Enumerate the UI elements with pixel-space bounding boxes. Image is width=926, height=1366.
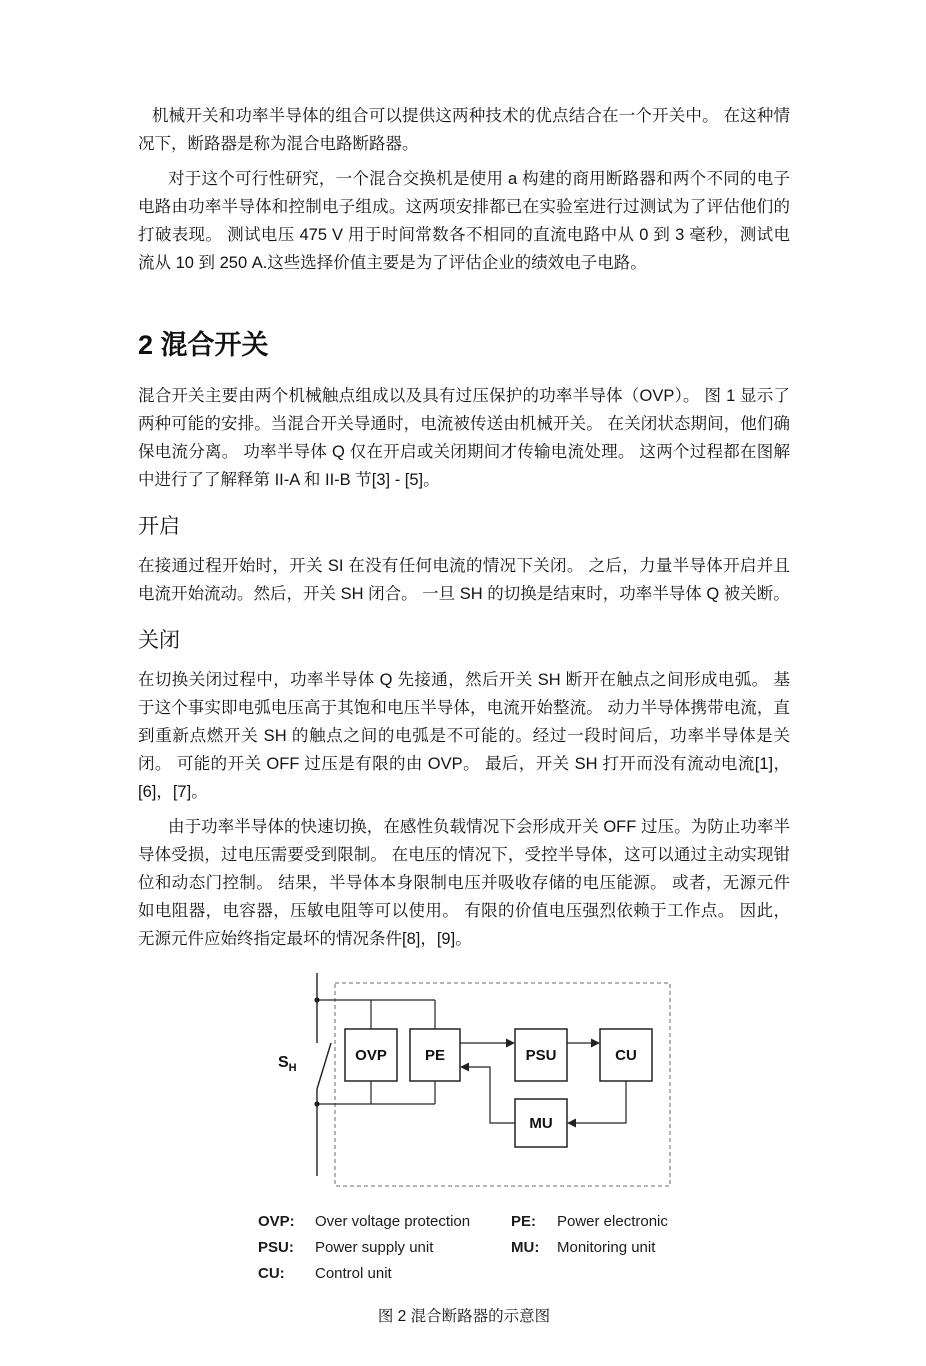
- svg-text:MU: MU: [529, 1115, 553, 1132]
- svg-text:OVP: OVP: [355, 1047, 387, 1064]
- paragraph-intro-1: 机械开关和功率半导体的组合可以提供这两种技术的优点结合在一个开关中。 在这种情况下，断路器是称为混合电路断路器。: [138, 107, 790, 153]
- cu-box: [600, 1029, 652, 1081]
- svg-text:PE: PE: [424, 1047, 446, 1064]
- pe-box: [410, 1029, 460, 1081]
- switch-label: $S_H$: [278, 1054, 297, 1074]
- svg-text:CU: CU: [615, 1047, 637, 1064]
- paragraph-hybrid-overview: 混合开关主要由两个机械触点组成以及具有过压保护的功率半导体（OVP）。 图 1 显示了两种可能的安排。当混合开关导通时，电流被传送由机械开关。 在关闭状态期间，他们确保电流分离。 功率半导体 Q 仅在开启或关闭期间才传输电流处理。 这两个过程都在图解中进行了了解释第 II-A 和 II-B 节[3] - [5]。: [138, 387, 790, 489]
- wire-cu-to-mu: [568, 1081, 626, 1123]
- legend-definition: Over voltage protection: [315, 1213, 471, 1230]
- legend-term: MU:: [511, 1239, 540, 1256]
- paragraph-overvoltage: 由于功率半导体的快速切换，在感性负载情况下会形成开关 OFF 过压。为防止功率半导体受损，过电压需要受到限制。 在电压的情况下，受控半导体，这可以通过主动实现钳位和动态门控制。 结果，半导体本身限制电压并吸收存储的电压能源。 或者，无源元件如电阻器，电容器，压敏电阻等可以使用。 有限的价值电压强烈依赖于工作点。 因此，无源元件应始终指定最坏的情况条件[8]，[9]。: [138, 818, 790, 948]
- paragraph-turn-off: 在切换关闭过程中，功率半导体 Q 先接通，然后开关 SH 断开在触点之间形成电弧。 基于这个事实即电弧电压高于其饱和电压半导体，电流开始整流。 动力半导体携带电流，直到重新点燃开关 SH 的触点之间的电弧是不可能的。经过一段时间后，功率半导体是关闭。 可能的开关 OFF 过压是有限的由 OVP。 最后，开关 SH 打开而没有流动电流[1]，[6]，[7]。: [138, 671, 790, 801]
- dashed-enclosure: [335, 983, 670, 1186]
- figure-legend: [258, 1213, 790, 1282]
- ovp-box: [345, 1029, 397, 1081]
- legend-definition: Monitoring unit: [557, 1239, 656, 1256]
- legend-definition: Control unit: [315, 1265, 392, 1282]
- wire-mu-to-pe: [461, 1067, 515, 1123]
- legend-term: PSU:: [258, 1239, 294, 1256]
- svg-text:PSU: PSU: [525, 1047, 557, 1064]
- paragraph-intro-2: 对于这个可行性研究，一个混合交换机是使用 a 构建的商用断路器和两个不同的电子电路由功率半导体和控制电子组成。这两项安排都已在实验室进行过测试为了评估他们的打破表现。 测试电压 475 V 用于时间常数各不相同的直流电路中从 0 到 3 毫秒，测试电流从 10 到 250 A.这些选择价值主要是为了评估企业的绩效电子电路。: [138, 170, 790, 272]
- figure-2: [138, 971, 790, 1326]
- subheading-turn-on: 开启: [138, 515, 180, 538]
- legend-definition: Power supply unit: [315, 1239, 434, 1256]
- hybrid-breaker-diagram: [250, 971, 720, 1201]
- paragraph-turn-on: 在接通过程开始时，开关 SI 在没有任何电流的情况下关闭。 之后，力量半导体开启并且电流开始流动。然后，开关 SH 闭合。 一旦 SH 的切换是结束时，功率半导体 Q 被关断。: [138, 557, 790, 603]
- mu-box: [515, 1099, 567, 1147]
- legend-term: PE:: [511, 1213, 537, 1230]
- legend-definition: Power electronic: [557, 1213, 668, 1230]
- legend-term: CU:: [258, 1265, 285, 1282]
- subheading-turn-off: 关闭: [138, 629, 180, 652]
- legend-term: OVP:: [258, 1213, 295, 1230]
- figure-caption: 图 2 混合断路器的示意图: [377, 1308, 551, 1325]
- psu-box: [515, 1029, 567, 1081]
- section-heading-hybrid-switch: 2 混合开关: [138, 330, 269, 360]
- switch-sh: [314, 973, 331, 1176]
